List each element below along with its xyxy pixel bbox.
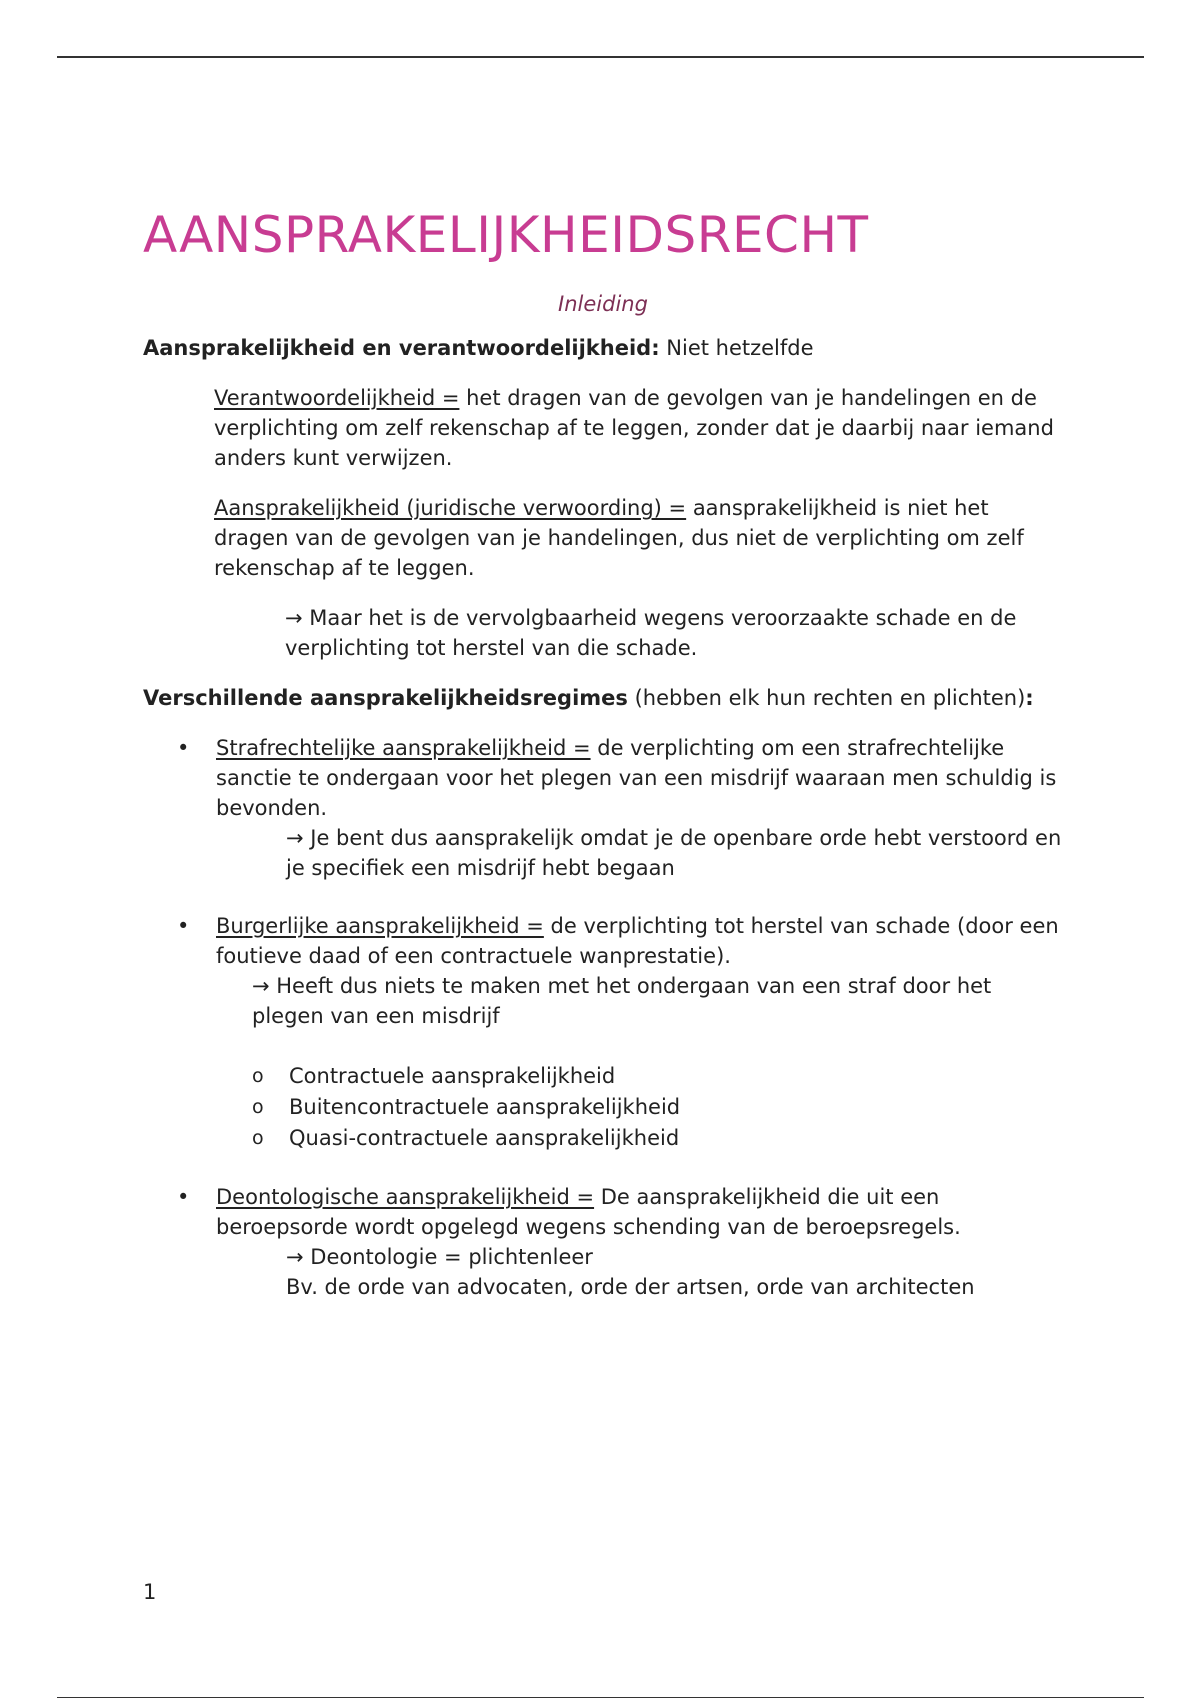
bullet-strafrechtelijk bbox=[177, 733, 1063, 883]
bullet-icon: • bbox=[177, 914, 190, 939]
arrow-note: → Je bent dus aansprakelijk omdat je de openbare orde hebt verstoord en je specifiek een misdrijf hebt begaan bbox=[286, 826, 1062, 881]
definition-term: Deontologische aansprakelijkheid = bbox=[216, 1185, 595, 1210]
definition-term: Aansprakelijkheid (juridische verwoording) = bbox=[214, 496, 687, 521]
sub-list-item bbox=[252, 1061, 1063, 1092]
arrow-note: → Maar het is de vervolgbaarheid wegens veroorzaakte schade en de verplichting tot herstel van die schade. bbox=[285, 606, 1017, 661]
bullet-icon: • bbox=[177, 1185, 190, 1210]
sub-list-item-label: Quasi-contractuele aansprakelijkheid bbox=[289, 1126, 680, 1151]
bullet-definition bbox=[216, 1182, 1063, 1242]
definition-verantwoordelijkheid bbox=[214, 383, 1063, 473]
arrow-note: → Heeft dus niets te maken met het ondergaan van een straf door het plegen van een misdrijf bbox=[252, 974, 992, 1029]
section-heading-1-rest: Niet hetzelfde bbox=[659, 336, 814, 361]
bullet-definition bbox=[216, 911, 1063, 971]
section-heading-1 bbox=[143, 333, 1063, 363]
section-heading-1-lead: Aansprakelijkheid en verantwoordelijkheid: bbox=[143, 336, 660, 361]
definition-text: het dragen van de gevolgen van je handelingen en de verplichting om zelf rekenschap af te leggen, zonder dat je daarbij naar iemand anders kunt verwijzen. bbox=[214, 386, 1054, 471]
sub-list-item-label: Contractuele aansprakelijkheid bbox=[289, 1064, 616, 1089]
section-heading-2-lead: Verschillende aansprakelijkheidsregimes bbox=[143, 686, 628, 711]
sub-list-item bbox=[252, 1092, 1063, 1123]
sub-list-item-label: Buitencontractuele aansprakelijkheid bbox=[289, 1095, 681, 1120]
bullet-deontologisch bbox=[177, 1182, 1063, 1302]
page-number: 1 bbox=[143, 1580, 157, 1604]
arrow-note: → Deontologie = plichtenleer bbox=[286, 1245, 593, 1270]
document-body bbox=[143, 206, 1063, 1302]
document-title: AANSPRAKELIJKHEIDSRECHT bbox=[143, 206, 869, 264]
definition-term: Strafrechtelijke aansprakelijkheid = bbox=[216, 736, 591, 761]
circle-bullet-icon: o bbox=[252, 1096, 264, 1119]
definition-text: De aansprakelijkheid die uit een beroepsorde wordt opgelegd wegens schending van de beroepsregels. bbox=[216, 1185, 961, 1240]
definition-text: de verplichting om een strafrechtelijke sanctie te ondergaan voor het plegen van een misdrijf waaraan men schuldig is bevonden. bbox=[216, 736, 1057, 821]
bullet-definition bbox=[216, 733, 1063, 823]
section-heading-2-rest: (hebben elk hun rechten en plichten) bbox=[627, 686, 1026, 711]
sub-list bbox=[252, 1061, 1063, 1154]
bullet-burgerlijk bbox=[177, 911, 1063, 1154]
definition-term: Verantwoordelijkheid = bbox=[214, 386, 460, 411]
sub-list-item bbox=[252, 1123, 1063, 1154]
footer-rule bbox=[57, 1697, 1144, 1698]
section-heading-2 bbox=[143, 683, 1063, 713]
header-rule bbox=[57, 56, 1144, 58]
circle-bullet-icon: o bbox=[252, 1065, 264, 1088]
section-subtitle: Inleiding bbox=[558, 292, 648, 316]
definition-aansprakelijkheid bbox=[214, 493, 1063, 583]
section-heading-2-colon: : bbox=[1025, 686, 1034, 711]
definition-term: Burgerlijke aansprakelijkheid = bbox=[216, 914, 544, 939]
bullet-icon: • bbox=[177, 736, 190, 761]
example-note: Bv. de orde van advocaten, orde der artsen, orde van architecten bbox=[286, 1275, 975, 1300]
circle-bullet-icon: o bbox=[252, 1127, 264, 1150]
definition-text: aansprakelijkheid is niet het dragen van de gevolgen van je handelingen, dus niet de verplichting om zelf rekenschap af te leggen. bbox=[214, 496, 1024, 581]
definition-text: de verplichting tot herstel van schade (door een foutieve daad of een contractuele wanprestatie). bbox=[216, 914, 1059, 969]
